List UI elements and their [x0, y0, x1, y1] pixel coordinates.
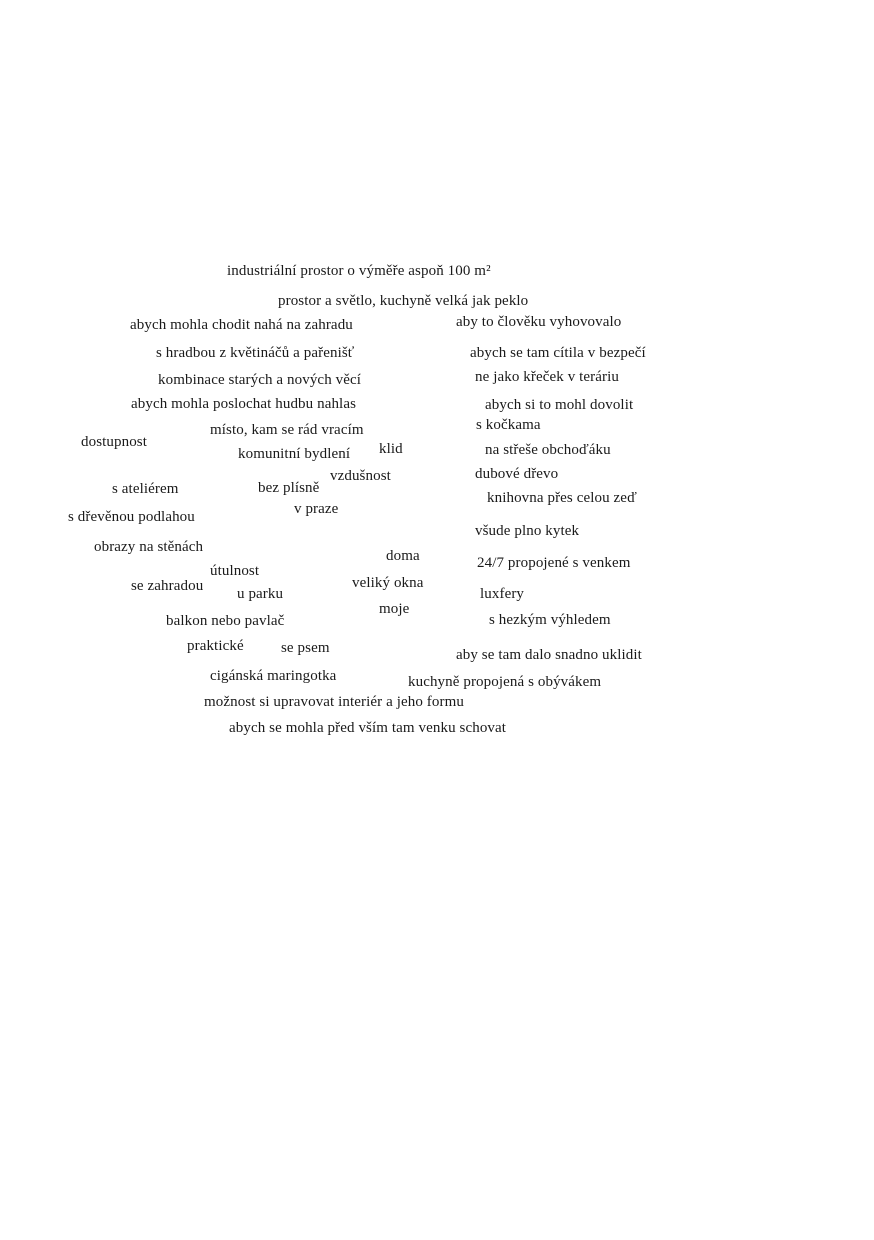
- phrase: abych mohla poslochat hudbu nahlas: [131, 396, 357, 412]
- phrase: vzdušnost: [330, 468, 391, 484]
- phrase: abych se tam cítila v bezpečí: [470, 345, 646, 361]
- phrase: abych mohla chodit nahá na zahradu: [130, 317, 353, 333]
- phrase: komunitní bydlení: [238, 446, 351, 462]
- phrase: možnost si upravovat interiér a jeho formu: [204, 694, 464, 710]
- phrase: všude plno kytek: [475, 523, 580, 539]
- phrase: luxfery: [480, 586, 525, 602]
- phrase: se psem: [281, 640, 330, 656]
- phrase: s hradbou z květináčů a pařenišť: [156, 345, 355, 361]
- phrase: u parku: [237, 586, 284, 602]
- phrase: dostupnost: [81, 434, 148, 450]
- phrase: obrazy na stěnách: [94, 539, 204, 555]
- phrase: prostor a světlo, kuchyně velká jak peklo: [278, 293, 529, 309]
- phrase: na střeše obchoďáku: [485, 442, 611, 458]
- phrase: moje: [379, 601, 410, 617]
- phrase: aby to člověku vyhovovalo: [456, 314, 622, 330]
- phrase: bez plísně: [258, 480, 320, 496]
- phrase: s kočkama: [476, 417, 541, 433]
- phrase: místo, kam se rád vracím: [210, 422, 364, 438]
- phrase: balkon nebo pavlač: [166, 613, 285, 629]
- phrase: knihovna přes celou zeď: [487, 490, 637, 506]
- phrase: kuchyně propojená s obývákem: [408, 674, 602, 690]
- phrase: aby se tam dalo snadno uklidit: [456, 647, 642, 663]
- phrase: abych si to mohl dovolit: [485, 397, 634, 413]
- phrase: s dřevěnou podlahou: [68, 509, 195, 525]
- phrase: útulnost: [210, 563, 260, 579]
- phrase: 24/7 propojené s venkem: [477, 555, 631, 571]
- phrase: s ateliérem: [112, 481, 179, 497]
- phrase: praktické: [187, 638, 244, 654]
- phrase: s hezkým výhledem: [489, 612, 611, 628]
- phrase: cigánská maringotka: [210, 668, 337, 684]
- phrase: veliký okna: [352, 575, 424, 591]
- phrase: dubové dřevo: [475, 466, 559, 482]
- phrase: v praze: [294, 501, 339, 517]
- phrase: ne jako křeček v teráriu: [475, 369, 619, 385]
- phrase: abych se mohla před vším tam venku schovat: [229, 720, 507, 736]
- phrase: klid: [379, 441, 403, 457]
- phrase: doma: [386, 548, 420, 564]
- phrase: se zahradou: [131, 578, 204, 594]
- phrase: industriální prostor o výměře aspoň 100 m²: [227, 263, 491, 279]
- phrase: kombinace starých a nových věcí: [158, 372, 362, 388]
